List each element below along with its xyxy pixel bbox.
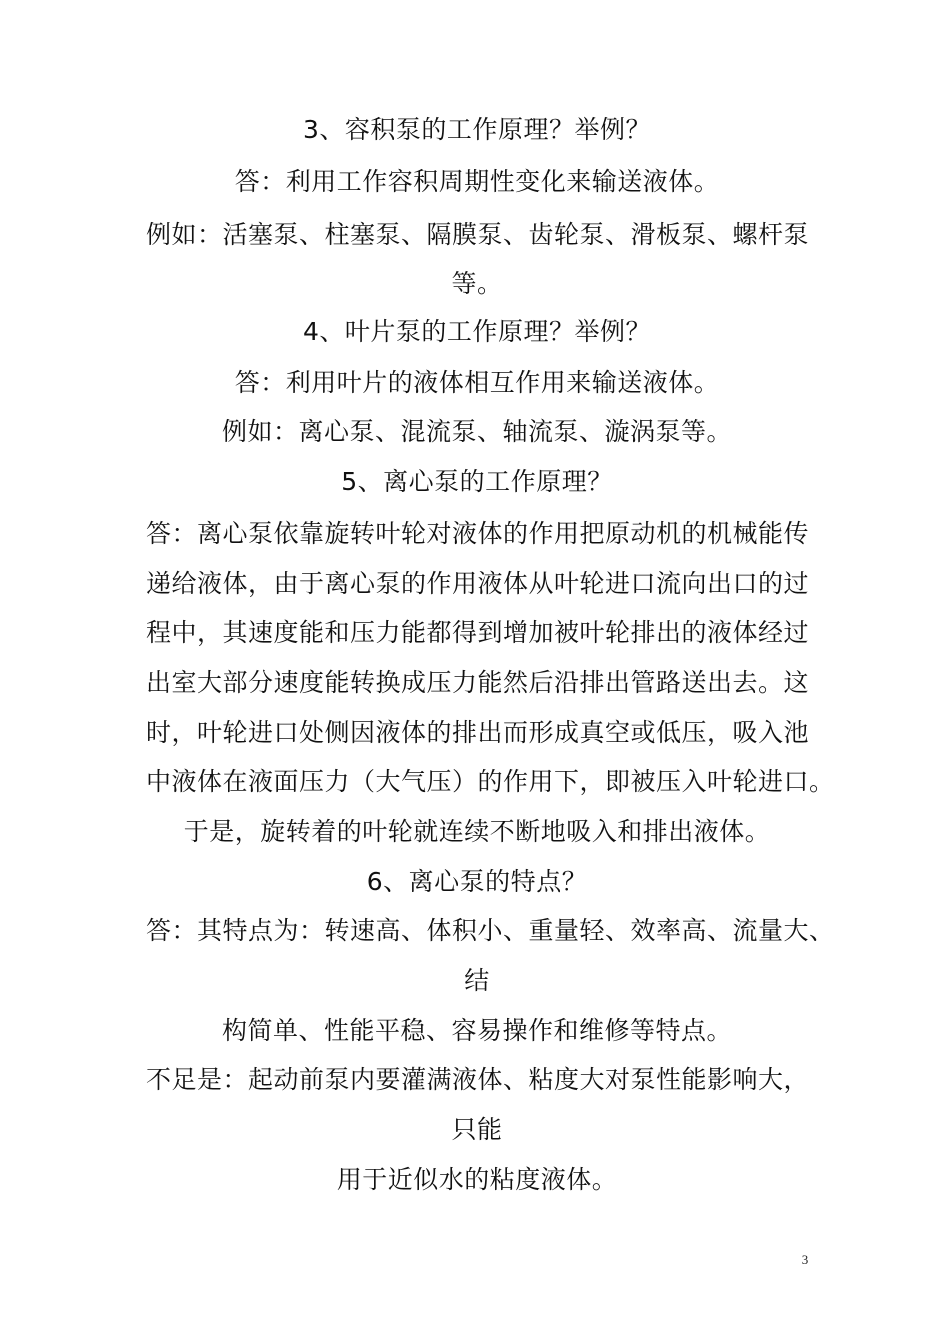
answer-4-line-1: 答：利用叶片的液体相互作用来输送液体。 bbox=[234, 368, 720, 397]
question-3-heading: 3、容积泵的工作原理？举例？ bbox=[303, 115, 651, 144]
answer-5-line-4: 出室大部分速度能转换成压力能然后沿排出管路送出去。这 bbox=[146, 668, 810, 697]
answer-3-line-3: 等。 bbox=[451, 269, 503, 298]
answer-6-line-5: 只能 bbox=[451, 1115, 503, 1144]
answer-3-line-1: 答：利用工作容积周期性变化来输送液体。 bbox=[234, 167, 720, 196]
answer-6-line-3: 构简单、性能平稳、容易操作和维修等特点。 bbox=[221, 1016, 732, 1045]
answer-5-line-1: 答：离心泵依靠旋转叶轮对液体的作用把原动机的机械能传 bbox=[146, 519, 810, 548]
answer-5-line-6: 中液体在液面压力（大气压）的作用下，即被压入叶轮进口。 bbox=[146, 767, 835, 796]
answer-6-line-2: 结 bbox=[464, 966, 490, 995]
answer-5-line-5: 时，叶轮进口处侧因液体的排出而形成真空或低压，吸入池 bbox=[146, 718, 810, 747]
answer-6-line-4: 不足是：起动前泵内要灌满液体、粘度大对泵性能影响大， bbox=[146, 1065, 810, 1094]
question-5-heading: 5、离心泵的工作原理？ bbox=[341, 467, 613, 496]
question-4-heading: 4、叶片泵的工作原理？举例？ bbox=[303, 317, 651, 346]
answer-5-line-2: 递给液体，由于离心泵的作用液体从叶轮进口流向出口的过 bbox=[146, 569, 810, 598]
answer-5-line-3: 程中，其速度能和压力能都得到增加被叶轮排出的液体经过 bbox=[146, 618, 810, 647]
answer-5-line-7: 于是，旋转着的叶轮就连续不断地吸入和排出液体。 bbox=[183, 817, 771, 846]
page-number: 3 bbox=[801, 1252, 809, 1267]
answer-3-line-2: 例如：活塞泵、柱塞泵、隔膜泵、齿轮泵、滑板泵、螺杆泵 bbox=[146, 220, 810, 249]
answer-6-line-1: 答：其特点为：转速高、体积小、重量轻、效率高、流量大、 bbox=[146, 916, 835, 945]
question-6-heading: 6、离心泵的特点？ bbox=[366, 867, 588, 896]
answer-4-line-2: 例如：离心泵、混流泵、轴流泵、漩涡泵等。 bbox=[221, 417, 732, 446]
answer-6-line-6: 用于近似水的粘度液体。 bbox=[336, 1165, 618, 1194]
